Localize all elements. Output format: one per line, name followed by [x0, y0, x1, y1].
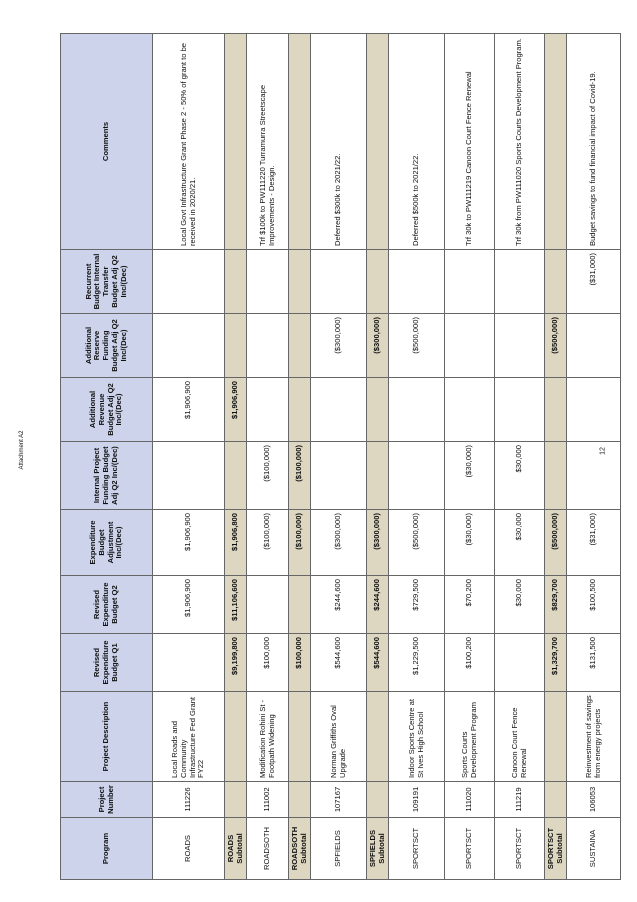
cell-number [289, 782, 311, 818]
cell-revenue [311, 378, 367, 442]
cell-adj: $30,000 [495, 510, 545, 576]
cell-reserve: ($300,000) [311, 314, 367, 378]
cell-desc: Sports Courts Development Program [445, 692, 495, 782]
cell-q2: $11,106,600 [225, 576, 247, 634]
cell-recurrent [311, 250, 367, 314]
cell-q2: $1,906,900 [153, 576, 225, 634]
cell-program: SPORTSCT [495, 818, 545, 880]
cell-comments: Trf $100k to PW111220 Turramurra Streetscape Improvements - Design. [247, 34, 289, 250]
cell-recurrent [153, 250, 225, 314]
table-row [445, 34, 495, 880]
column-header: Expenditure Budget Adjustment Inc/(Dec) [61, 510, 153, 576]
cell-revenue [495, 378, 545, 442]
column-header: Recurrent Budget Internal Transfer Budget Adj Q2 Inc/(Dec) [61, 250, 153, 314]
cell-adj: $1,906,800 [225, 510, 247, 576]
cell-internal: ($100,000) [247, 442, 289, 510]
cell-q1: $9,199,800 [225, 634, 247, 692]
cell-recurrent: ($31,000) [567, 250, 621, 314]
cell-comments: Trf 30k to PW111219 Canoon Court Fence Renewal [445, 34, 495, 250]
cell-recurrent [225, 250, 247, 314]
budget-table-wrapper [60, 34, 602, 880]
column-header: Additional Revenue Budget Adj Q2 Inc/(Dec) [61, 378, 153, 442]
cell-internal [367, 442, 389, 510]
cell-reserve [445, 314, 495, 378]
table-row [495, 34, 545, 880]
cell-q1: $1,329,700 [545, 634, 567, 692]
cell-number: 111020 [445, 782, 495, 818]
cell-revenue: $1,906,900 [153, 378, 225, 442]
column-header: Comments [61, 34, 153, 250]
cell-number [367, 782, 389, 818]
cell-adj: $1,906,900 [153, 510, 225, 576]
cell-desc: Reinvestment of savings from energy projects [567, 692, 621, 782]
cell-reserve [495, 314, 545, 378]
cell-number [545, 782, 567, 818]
cell-internal [225, 442, 247, 510]
header-row [61, 34, 153, 880]
cell-q2: $244,600 [311, 576, 367, 634]
cell-desc [367, 692, 389, 782]
cell-revenue [247, 378, 289, 442]
cell-program: ROADSOTH Subtotal [289, 818, 311, 880]
cell-comments [289, 34, 311, 250]
cell-q2: $100,500 [567, 576, 621, 634]
cell-q1: $131,500 [567, 634, 621, 692]
cell-revenue [289, 378, 311, 442]
cell-adj: ($500,000) [545, 510, 567, 576]
cell-q2: $70,200 [445, 576, 495, 634]
cell-program: SPORTSCT Subtotal [545, 818, 567, 880]
cell-reserve [567, 314, 621, 378]
cell-program: SUSTAINA [567, 818, 621, 880]
cell-comments: Trf 30k from PW111020 Sports Courts Development Program. [495, 34, 545, 250]
cell-internal: ($30,000) [445, 442, 495, 510]
cell-recurrent [247, 250, 289, 314]
cell-adj: ($100,000) [289, 510, 311, 576]
page-number: 12 [599, 447, 607, 455]
cell-revenue [389, 378, 445, 442]
cell-number: 111226 [153, 782, 225, 818]
cell-program: SPORTSCT [445, 818, 495, 880]
cell-desc [289, 692, 311, 782]
cell-comments [367, 34, 389, 250]
cell-q2 [247, 576, 289, 634]
column-header: Project Number [61, 782, 153, 818]
cell-recurrent [367, 250, 389, 314]
cell-number: 106053 [567, 782, 621, 818]
table-row [153, 34, 225, 880]
subtotal-row [225, 34, 247, 880]
subtotal-row [545, 34, 567, 880]
cell-q1 [495, 634, 545, 692]
subtotal-row [289, 34, 311, 880]
cell-number [225, 782, 247, 818]
cell-adj: ($500,000) [389, 510, 445, 576]
cell-desc: Indoor Sports Centre at St Ives High School [389, 692, 445, 782]
cell-comments: Budget savings to fund financial impact of Covid-19. [567, 34, 621, 250]
cell-desc: Modification Rohini St - Footpath Widening [247, 692, 289, 782]
cell-comments [225, 34, 247, 250]
cell-internal [545, 442, 567, 510]
cell-q2: $829,700 [545, 576, 567, 634]
cell-recurrent [545, 250, 567, 314]
column-header: Revised Expenditure Budget Q1 [61, 634, 153, 692]
cell-reserve: ($500,000) [389, 314, 445, 378]
cell-q1: $544,600 [311, 634, 367, 692]
cell-adj: ($30,000) [445, 510, 495, 576]
cell-recurrent [289, 250, 311, 314]
table-row [567, 34, 621, 880]
cell-q1 [153, 634, 225, 692]
cell-desc: Norman Griffiths Oval Upgrade [311, 692, 367, 782]
budget-table [60, 33, 621, 880]
cell-q1: $100,000 [289, 634, 311, 692]
cell-q2: $729,500 [389, 576, 445, 634]
cell-program: SPFIELDS [311, 818, 367, 880]
cell-q1: $100,000 [247, 634, 289, 692]
cell-recurrent [495, 250, 545, 314]
cell-q1: $100,200 [445, 634, 495, 692]
cell-comments: Deferred $500k to 2021/22. [389, 34, 445, 250]
cell-q1: $1,229,500 [389, 634, 445, 692]
cell-reserve [289, 314, 311, 378]
cell-adj: ($100,000) [247, 510, 289, 576]
cell-program: ROADS Subtotal [225, 818, 247, 880]
cell-desc: Local Roads and Community Infrastructure Fed Grant FY22 [153, 692, 225, 782]
cell-reserve: ($500,000) [545, 314, 567, 378]
cell-internal: $30,000 [495, 442, 545, 510]
cell-reserve [153, 314, 225, 378]
attachment-label: Attachment A2 [19, 430, 25, 470]
cell-recurrent [389, 250, 445, 314]
cell-program: SPFIELDS Subtotal [367, 818, 389, 880]
cell-internal [567, 442, 621, 510]
table-row [247, 34, 289, 880]
column-header: Revised Expenditure Budget Q2 [61, 576, 153, 634]
cell-revenue [567, 378, 621, 442]
column-header: Additional Reserve Funding Budget Adj Q2 Inc/(Dec) [61, 314, 153, 378]
cell-comments: Local Govt Infrastructure Grant Phase 2 - 50% of grant to be received in 2020/21. [153, 34, 225, 250]
cell-reserve: ($300,000) [367, 314, 389, 378]
cell-number: 109191 [389, 782, 445, 818]
cell-internal [153, 442, 225, 510]
cell-program: ROADS [153, 818, 225, 880]
column-header: Program [61, 818, 153, 880]
cell-internal [311, 442, 367, 510]
cell-comments: Deferred $300k to 2021/22. [311, 34, 367, 250]
cell-revenue [367, 378, 389, 442]
cell-q2: $244,600 [367, 576, 389, 634]
cell-comments [545, 34, 567, 250]
cell-adj: ($300,000) [367, 510, 389, 576]
cell-revenue [545, 378, 567, 442]
table-row [311, 34, 367, 880]
table-body [153, 34, 621, 880]
cell-internal [389, 442, 445, 510]
table-row [389, 34, 445, 880]
cell-reserve [225, 314, 247, 378]
cell-q2: $30,000 [495, 576, 545, 634]
cell-revenue [445, 378, 495, 442]
cell-adj: ($300,000) [311, 510, 367, 576]
column-header: Internal Project Funding Budget Adj Q2 Inc/(Dec) [61, 442, 153, 510]
cell-number: 111219 [495, 782, 545, 818]
cell-number: 107167 [311, 782, 367, 818]
subtotal-row [367, 34, 389, 880]
cell-revenue: $1,906,900 [225, 378, 247, 442]
cell-desc [545, 692, 567, 782]
cell-reserve [247, 314, 289, 378]
cell-internal: ($100,000) [289, 442, 311, 510]
cell-recurrent [445, 250, 495, 314]
cell-q2 [289, 576, 311, 634]
cell-adj: ($31,000) [567, 510, 621, 576]
cell-q1: $544,600 [367, 634, 389, 692]
cell-desc [225, 692, 247, 782]
cell-number: 111002 [247, 782, 289, 818]
cell-program: ROADSOTH [247, 818, 289, 880]
cell-program: SPORTSCT [389, 818, 445, 880]
column-header: Project Description [61, 692, 153, 782]
cell-desc: Canoon Court Fence Renewal [495, 692, 545, 782]
